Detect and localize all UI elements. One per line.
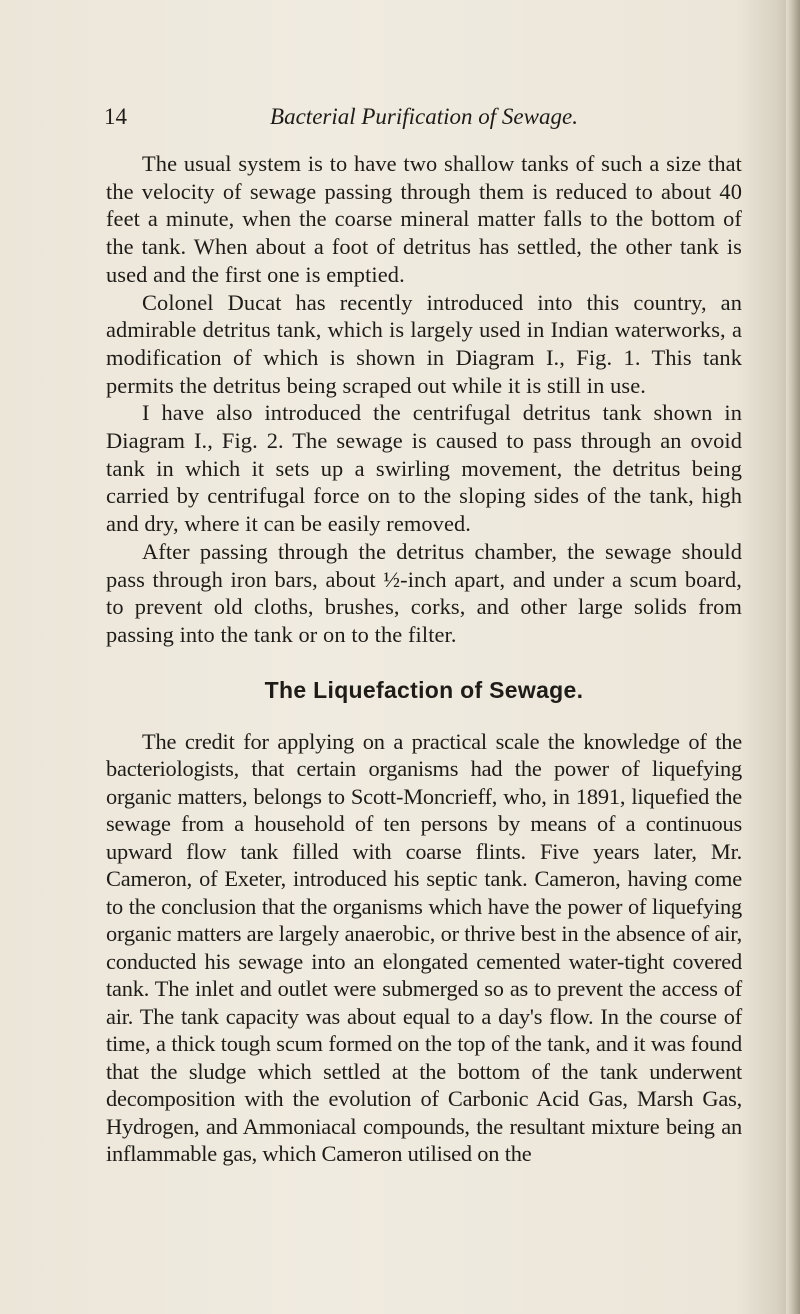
paragraph-ducat-tank: Colonel Ducat has recently introduced into this country, an admirable detritus tank, which is largely used in Indian waterworks, a modification of which is shown in Diagram I., Fig. 1. This tank permits the detritus being scraped out while it is still in use. xyxy=(106,289,742,398)
page-number: 14 xyxy=(104,104,127,129)
paragraph-shallow-tanks: The usual system is to have two shallow tanks of such a size that the velocity of sewage passing through them is reduced to about 40 feet a minute, when the coarse mineral matter falls to the bottom of the tank. When about a foot of detritus has settled, the other tank is used and the first one is emptied. xyxy=(106,151,742,287)
paragraph-liquefaction: The credit for applying on a practical scale the knowledge of the bacteriologists, that certain organisms had the power of liquefying organic matters, belongs to Scott-Moncrieff, who, in 1891, liquefied the sewage from a household of ten persons by means of a continuous upward flow tank filled with coarse flints. Five years later, Mr. Cameron, of Exeter, introduced his septic tank. Cameron, having come to the conclusion that the organisms which have the power of liquefying organic matters are largely anaerobic, or thrive best in the absence of air, conducted his sewage into an elongated cemented water-tight covered tank. The inlet and outlet were submerged so as to prevent the access of air. The tank capacity was about equal to a day's flow. In the course of time, a thick tough scum formed on the top of the tank, and it was found that the sludge which settled at the bottom of the tank underwent decomposition with the evolution of Carbonic Acid Gas, Marsh Gas, Hydrogen, and Ammoniacal compounds, the resultant mixture being an inflammable gas, which Cameron utilised on the xyxy=(106,728,742,1167)
paragraph-iron-bars: After passing through the detritus chamber, the sewage should pass through iron bars, about ½-inch apart, and under a scum board, to prevent old cloths, brushes, corks, and other large solids from passing into the tank or on to the filter. xyxy=(106,538,742,647)
paragraph-centrifugal-tank: I have also introduced the centrifugal detritus tank shown in Diagram I., Fig. 2. The sewage is caused to pass through an ovoid tank in which it sets up a swirling movement, the detritus being carried by centrifugal force on to the sloping sides of the tank, high and dry, where it can be easily removed. xyxy=(106,400,742,537)
body-text xyxy=(106,150,742,1168)
page-header xyxy=(104,104,744,134)
section-heading: The Liquefaction of Sewage. xyxy=(264,676,584,703)
running-title: Bacterial Purification of Sewage. xyxy=(270,104,578,129)
page-edge-shadow xyxy=(786,0,800,1314)
